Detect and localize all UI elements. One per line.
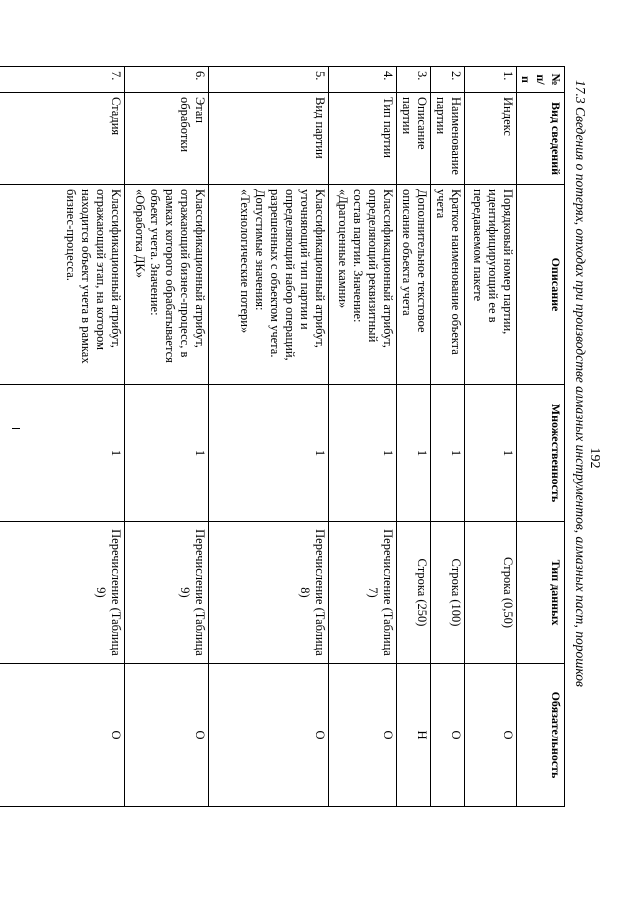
cell-req: О: [329, 664, 397, 807]
table-row: [209, 67, 329, 807]
cell-type: Строка (250): [397, 522, 431, 664]
cell-type: Строка (100): [431, 522, 465, 664]
cell-num: 5.: [209, 67, 329, 93]
header-req: Обязательность: [517, 664, 565, 807]
cell-kind: Наименование партии: [431, 93, 465, 185]
table-row: [431, 67, 465, 807]
cell-desc: Классификационный атрибут, уточняющий тип партии и определяющий набор операций, разрешенных с объектом учета. Допустимые значения: «Технологические потери»: [209, 185, 329, 385]
cell-type: Перечисление (Таблица 9): [125, 522, 209, 664]
cell-num: 1.: [465, 67, 517, 93]
cell-desc: Дополнительное текстовое описание объекта учета: [397, 185, 431, 385]
cell-kind: Вид партии: [209, 93, 329, 185]
cell-kind: Индекс: [465, 93, 517, 185]
cell-mult: 1: [125, 385, 209, 522]
cell-kind: Описание партии: [397, 93, 431, 185]
cell-req: О: [465, 664, 517, 807]
cell-mult: 1: [397, 385, 431, 522]
header-type: Тип данных: [517, 522, 565, 664]
table-row: [465, 67, 517, 807]
cell-mult: 1: [209, 385, 329, 522]
header-desc: Описание: [517, 185, 565, 385]
cell-num: 7.: [0, 67, 125, 93]
losses-table: [0, 66, 565, 807]
cell-mult: 1: [0, 385, 125, 522]
table-header-row: [517, 67, 565, 807]
cell-req: Н: [397, 664, 431, 807]
table-row: [0, 67, 125, 807]
table-row: [397, 67, 431, 807]
cell-mult: 1: [465, 385, 517, 522]
header-mult: Множественность: [517, 385, 565, 522]
cell-kind: Стадия: [0, 93, 125, 185]
table-row: [125, 67, 209, 807]
cell-kind: Тип партии: [329, 93, 397, 185]
header-kind: Вид сведений: [517, 93, 565, 185]
cell-req: О: [209, 664, 329, 807]
cell-desc: Классификационный атрибут, определяющий реквизитный состав партии. Значение: «Драгоценные камни»: [329, 185, 397, 385]
cell-mult: 1: [329, 385, 397, 522]
cell-num: 3.: [397, 67, 431, 93]
table-caption: 17.3 Сведения о потерях, отходах при производстве алмазных инструментов, алмазных паст, порошков: [573, 80, 588, 687]
cell-type: Перечисление (Таблица 7): [329, 522, 397, 664]
cell-req: О: [0, 664, 125, 807]
cell-num: 6.: [125, 67, 209, 93]
cell-req: О: [431, 664, 465, 807]
cell-kind: Этап обработки: [125, 93, 209, 185]
cell-num: 2.: [431, 67, 465, 93]
cell-type: Строка (0,50): [465, 522, 517, 664]
cell-type: Перечисление (Таблица 9): [0, 522, 125, 664]
cell-type: Перечисление (Таблица 8): [209, 522, 329, 664]
margin-mark: [12, 428, 20, 429]
header-num: № п/п: [517, 67, 565, 93]
cell-desc: Краткое наименование объекта учета: [431, 185, 465, 385]
cell-desc: Классификационный атрибут, отражающий бизнес-процесс, в рамках которого обрабатывается объект учета. Значение: «Обработка ДК»: [125, 185, 209, 385]
cell-num: 4.: [329, 67, 397, 93]
cell-desc: Классификационный атрибут, отражающий этап, на котором находится объект учета в рамках бизнес-процесса.: [0, 185, 125, 385]
cell-req: О: [125, 664, 209, 807]
cell-desc: Порядковый номер партии, идентифицирующий ее в передаваемом пакете: [465, 185, 517, 385]
table-row: [329, 67, 397, 807]
cell-mult: 1: [431, 385, 465, 522]
page-number: 192: [587, 447, 602, 469]
